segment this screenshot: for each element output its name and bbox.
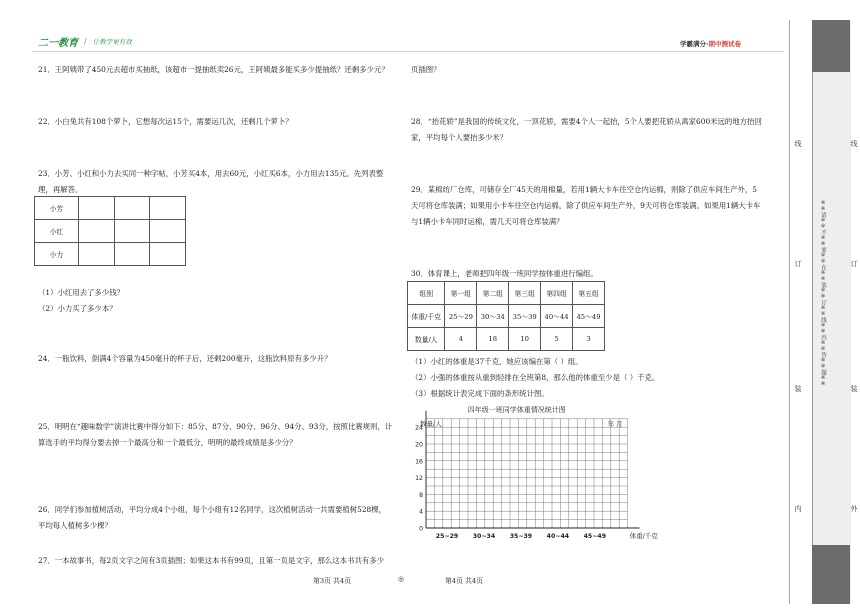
binding-mark-nei: 内 [794, 505, 802, 512]
question-29-line1: 29．某棉纺厂仓库，可储存全厂45天的用棉量，若用1辆大卡车往空仓内运棉，则除了供应车间生产外，5 [411, 185, 758, 194]
chart-date-label: 年 月 [607, 420, 623, 428]
question-30-sub3: （3）根据统计表完成下面的条形统计图。 [411, 389, 549, 398]
binding-mark-ding-outer: 订 [850, 260, 858, 267]
question-30-sub1: （1）小红的体重是37千克，她应该编在第（ ）组。 [411, 357, 583, 366]
question-28-line2: 家，平均每个人要抬多少米？ [411, 133, 508, 142]
footer-circle-mark: ◎ [398, 575, 404, 583]
chart-x-axis-label: 体重/千克 [629, 532, 658, 540]
q30-range: 35～39 [509, 305, 541, 328]
q30-group: 第四组 [541, 282, 573, 305]
question-27-line1: 27．一本故事书，每2页文字之间有3页插图；如果这本书有99页，且第一页是文字，那么这本书共有多少 [38, 556, 385, 565]
q23-cell[interactable] [150, 197, 186, 220]
page-number-right: 第4页 共4页 [445, 577, 483, 585]
x-tick-label: 30~34 [472, 533, 496, 540]
question-28-line1: 28．“抬花轿”是我国的传统文化，一顶花轿，需要4个人一起抬，5个人要把花轿从离家600米远的地方抬回 [411, 117, 762, 126]
brand-logo [38, 34, 132, 49]
question-21: 21．王阿姨带了450元去超市买抽纸，该超市一提抽纸卖26元，王阿姨最多能买多少提抽纸？还剩多少元？ [38, 65, 389, 74]
x-tick-label: 45~49 [583, 533, 607, 540]
q23-cell[interactable] [150, 243, 186, 266]
binding-mark-ding: 订 [794, 260, 802, 267]
q30-count: 10 [509, 328, 541, 351]
page-number-left: 第3页 共4页 [313, 577, 351, 585]
logo-mark: 二一教育 [38, 38, 78, 49]
binding-strip-bottom [812, 545, 850, 604]
question-26-line2: 平均每人植树多少棵？ [38, 521, 112, 530]
q23-row-label: 小芳 [35, 197, 79, 220]
chart-y-axis-label: 数量/人 [420, 420, 442, 428]
x-tick-label: 25~29 [435, 533, 459, 540]
logo-separator: / [84, 37, 87, 46]
q23-cell[interactable] [78, 243, 114, 266]
question-23-sub1: （1）小红用去了多少钱？ [38, 288, 125, 297]
q30-count: 18 [477, 328, 509, 351]
binding-mark-line-outer: 线 [850, 140, 858, 147]
y-tick-label: 24 [415, 424, 423, 432]
question-22: 22．小白兔共有108个萝卜，它想每次运15个，需要运几次，还剩几个萝卜？ [38, 117, 293, 126]
binding-mark-wai: 外 [850, 505, 858, 512]
y-tick-label: 16 [415, 458, 423, 466]
x-tick-label: 40~44 [546, 533, 570, 540]
y-tick-label: 8 [419, 491, 423, 499]
series-label-accent: 期中测试卷 [708, 40, 741, 48]
y-tick-label: 4 [419, 508, 423, 516]
q23-table [34, 196, 186, 266]
series-label [680, 39, 741, 48]
q23-cell[interactable] [78, 220, 114, 243]
q30-range: 45～49 [573, 305, 605, 328]
bar-chart [400, 402, 658, 544]
question-25-line1: 25．明明在“趣味数学”演讲比赛中得分如下：85分、87分、90分、96分、94分、93分，按照比赛规则，计 [38, 422, 393, 431]
question-29-line3: 与1辆小卡车同时运棉，需几天可将仓库装满？ [411, 217, 564, 226]
header-divider [32, 51, 784, 52]
q30-table [407, 281, 605, 351]
q30-group: 第三组 [509, 282, 541, 305]
q30-group: 第五组 [573, 282, 605, 305]
binding-mark-zhuang-outer: 装 [850, 385, 858, 392]
q23-row-label: 小力 [35, 243, 79, 266]
binding-line [789, 20, 810, 604]
question-30-sub2: （2）小强的体重按从重到轻排在全班第8，那么他的体重至少是（ ）千克。 [411, 373, 660, 382]
y-tick-label: 20 [415, 441, 423, 449]
q30-range: 25～29 [445, 305, 477, 328]
q23-cell[interactable] [114, 197, 150, 220]
question-23-line2: 理，再解答。 [38, 185, 83, 194]
q30-count: 5 [541, 328, 573, 351]
binding-mark-zhuang: 装 [794, 385, 802, 392]
q23-cell[interactable] [114, 220, 150, 243]
q30-range: 30～34 [477, 305, 509, 328]
question-24: 24．一瓶饮料，倒满4个容量为450毫升的杯子后，还剩200毫升，这瓶饮料原有多少升？ [38, 354, 332, 363]
question-29-line2: 天可将仓库装满；如果用小卡车往空仓内运棉，除了供应车间生产外，9天可将仓库装满。如果用1辆大卡车 [411, 201, 761, 210]
question-30: 30．体育课上，老师把四年级一班同学按体重进行编组。 [411, 269, 598, 278]
q30-group: 第二组 [477, 282, 509, 305]
binding-warning-text: ※※请※※不※※要※※在※※装※※订※※线※※内※※答※※题※※ [820, 200, 826, 387]
chart-title: 四年级一班同学体重情况统计图 [467, 406, 566, 414]
q23-cell[interactable] [150, 220, 186, 243]
q30-count: 3 [573, 328, 605, 351]
question-23-sub2: （2）小力买了多少本？ [38, 304, 117, 313]
question-25-line2: 算选手的平均得分要去掉一个最高分和一个最低分，明明的最终成绩是多少分？ [38, 438, 297, 447]
q30-count: 4 [445, 328, 477, 351]
q30-range: 40～44 [541, 305, 573, 328]
q23-row-label: 小红 [35, 220, 79, 243]
question-27-line2: 页插图？ [411, 65, 441, 74]
series-label-main: 学霸满分· [680, 40, 709, 48]
binding-mark-line: 线 [794, 140, 802, 147]
y-tick-label: 0 [419, 525, 423, 533]
q30-header-cell: 体重/千克 [408, 305, 445, 328]
q23-cell[interactable] [78, 197, 114, 220]
y-tick-label: 12 [415, 475, 423, 483]
q30-group: 第一组 [445, 282, 477, 305]
logo-slogan: 让教学更有效 [92, 38, 132, 46]
question-26-line1: 26．同学们参加植树活动，平均分成4个小组，每个小组有12名同学，这次植树活动一共需要植树528棵， [38, 505, 387, 514]
q23-cell[interactable] [114, 243, 150, 266]
question-23-line1: 23．小芳、小红和小力去买同一种字帖，小芳买4本，用去60元，小红买6本，小力用去135元。先列表整 [38, 169, 384, 178]
x-tick-label: 35~39 [509, 533, 533, 540]
binding-strip-top [812, 20, 850, 72]
binding-strip [812, 20, 851, 604]
q30-header-cell: 数量/人 [408, 328, 445, 351]
q30-header-cell: 组别 [408, 282, 445, 305]
